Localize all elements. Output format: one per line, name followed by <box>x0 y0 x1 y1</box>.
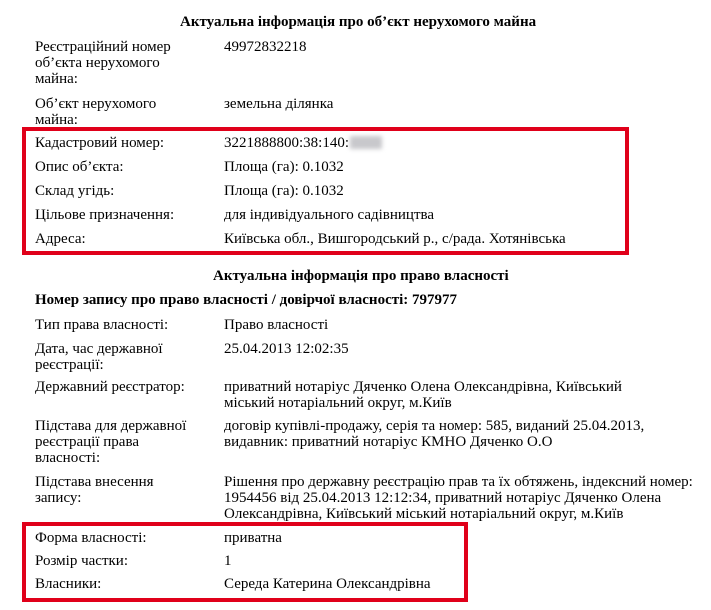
share-size-value: 1 <box>224 553 232 569</box>
redaction-blur <box>350 136 382 149</box>
ownership-type-label: Тип права власності: <box>35 317 169 333</box>
ownership-form-label: Форма власності: <box>35 530 147 546</box>
registration-basis-value: договір купівлі-продажу, серія та номер: 585, виданий 25.04.2013, видавник: приватний нотаріус КМНО Дяченко О.О <box>224 418 645 450</box>
object-description-value: Площа (га): 0.1032 <box>224 159 344 175</box>
object-description-label: Опис об’єкта: <box>35 159 124 175</box>
entry-basis-value: Рішення про державну реєстрацію прав та їх обтяжень, індексний номер: 1954456 від 25.04.2013 12:12:34, приватний нотаріус Дяченко Олена Олександрівна, Київський міський нотаріальний округ, м.Київ <box>224 474 693 522</box>
object-section-title: Актуальна інформація про об’єкт нерухомого майна <box>180 14 537 30</box>
purpose-label: Цільове призначення: <box>35 207 175 223</box>
land-composition-value: Площа (га): 0.1032 <box>224 183 344 199</box>
entry-basis-label: Підстава внесення запису: <box>35 474 154 506</box>
object-type-label: Об’єкт нерухомого майна: <box>35 96 157 128</box>
cadastral-number-value: 3221888800:38:140: <box>224 135 350 151</box>
ownership-record-number: Номер запису про право власності / довірчої власності: 797977 <box>35 292 458 308</box>
registration-date-value: 25.04.2013 12:02:35 <box>224 341 349 357</box>
registration-date-label: Дата, час державної реєстрації: <box>35 341 163 373</box>
share-size-label: Розмір частки: <box>35 553 128 569</box>
registration-number-value: 49972832218 <box>224 39 307 55</box>
ownership-type-value: Право власності <box>224 317 329 333</box>
owners-value: Середа Катерина Олександрівна <box>224 576 431 592</box>
ownership-form-value: приватна <box>224 530 282 546</box>
registration-number-label: Реєстраційний номер об’єкта нерухомого майна: <box>35 39 171 87</box>
address-value: Київська обл., Вишгородський р., с/рада. Хотянівська <box>224 231 566 247</box>
registration-basis-label: Підстава для державної реєстрації права власності: <box>35 418 187 466</box>
land-composition-label: Склад угідь: <box>35 183 115 199</box>
registrar-label: Державний реєстратор: <box>35 379 185 395</box>
registrar-value: приватний нотаріус Дяченко Олена Олександрівна, Київський міський нотаріальний округ, м.Київ <box>224 379 622 411</box>
purpose-value: для індивідуального садівництва <box>224 207 435 223</box>
ownership-section-title: Актуальна інформація про право власності <box>213 268 509 284</box>
object-type-value: земельна ділянка <box>224 96 334 112</box>
cadastral-number <box>224 135 694 151</box>
cadastral-number-label: Кадастровий номер: <box>35 135 165 151</box>
address-label: Адреса: <box>35 231 86 247</box>
owners-label: Власники: <box>35 576 102 592</box>
